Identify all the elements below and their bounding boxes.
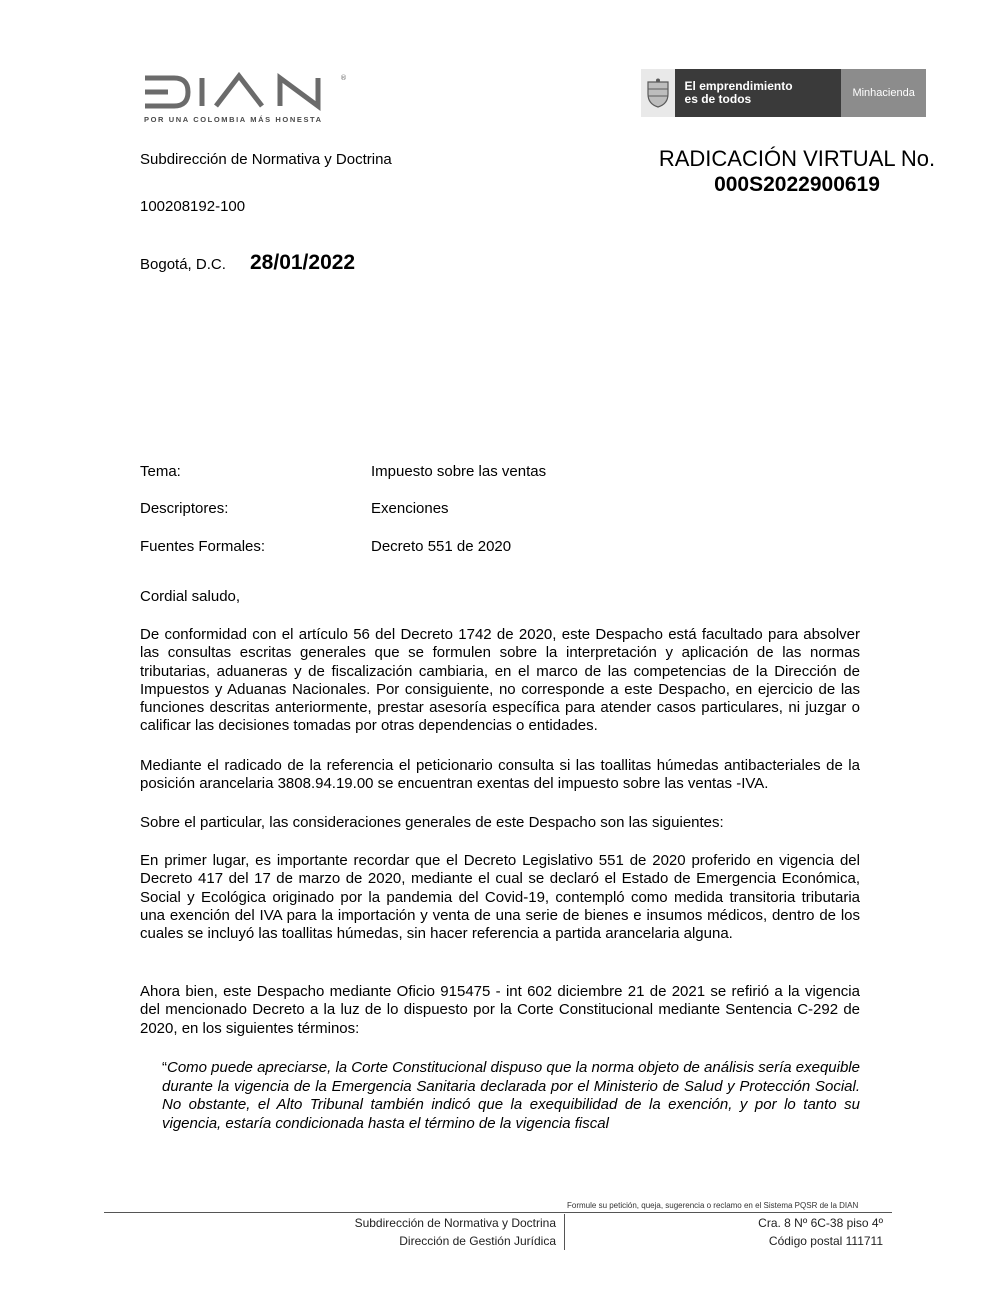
footer-office	[300, 1214, 556, 1250]
city: Bogotá, D.C.	[140, 256, 226, 273]
footer-address-line1: Cra. 8 Nº 6C-38 piso 4º	[758, 1216, 883, 1230]
footer-address	[700, 1214, 883, 1250]
paragraph-query: Mediante el radicado de la referencia el peticionario consulta si las toallitas húmedas antibacteriales de la posición arancelaria 3808.94.19.00 se encuentran exentas del impuesto sobre las ventas -IVA.	[140, 757, 860, 793]
paragraph-oficio: Ahora bien, este Despacho mediante Oficio 915475 - int 602 diciembre 21 de 2021 se refirió a la vigencia del mencionado Decreto a la luz de lo dispuesto por la Corte Constitucional mediante Sentencia C-292 de 2020, en los siguientes términos:	[140, 983, 860, 1037]
footer-pqsr-note: Formule su petición, queja, sugerencia o reclamo en el Sistema PQSR de la DIAN	[567, 1201, 859, 1210]
letter-date: 28/01/2022	[250, 251, 356, 274]
meta-label-descriptores: Descriptores:	[140, 500, 229, 517]
dian-tagline: POR UNA COLOMBIA MÁS HONESTA	[144, 115, 323, 124]
footer-office-line1: Subdirección de Normativa y Doctrina	[354, 1216, 556, 1230]
government-banner	[641, 69, 926, 117]
meta-label-tema: Tema:	[140, 463, 181, 480]
svg-text:®: ®	[340, 74, 347, 82]
quote-open-mark: “	[162, 1059, 167, 1076]
paragraph-competence: De conformidad con el artículo 56 del Decreto 1742 de 2020, este Despacho está facultado para absolver las consultas escritas generales que se formulen sobre la interpretación y aplicación de las normas tributarias, aduaneras y de fiscalización cambiaria, en el marco de las competencias de la Dirección de Impuestos y Aduanas Nacionales. Por consiguiente, no corresponde a este Despacho, en ejercicio de las funciones descritas anteriormente, prestar asesoría específica para atender casos particulares, ni juzgar o calificar las decisiones tomadas por otras dependencias o entidades.	[140, 626, 860, 735]
paragraph-decree-551: En primer lugar, es importante recordar que el Decreto Legislativo 551 de 2020 proferido en vigencia del Decreto 417 del 17 de marzo de 2020, mediante el cual se declaró el Estado de Emergencia Económica, Social y Ecológica originado por la pandemia del Covid-19, contempló como medida transitoria tributaria una exención del IVA para la importación y venta de una serie de bienes e insumos médicos, dentro de los cuales se incluyó las toallitas húmedas, sin hacer referencia a partida arancelaria alguna.	[140, 852, 860, 943]
paragraph-considerations: Sobre el particular, las consideraciones generales de este Despacho son las siguientes:	[140, 814, 724, 831]
dian-wordmark-icon	[140, 68, 355, 112]
reference-code: 100208192-100	[140, 198, 246, 215]
gov-slogan-block	[675, 69, 842, 117]
meta-value-fuentes: Decreto 551 de 2020	[371, 538, 512, 555]
radicado-number: 000S2022900619	[714, 173, 880, 196]
office-name: Subdirección de Normativa y Doctrina	[140, 151, 392, 168]
gov-slogan-line1: El emprendimiento	[684, 79, 793, 93]
quoted-text	[162, 1059, 860, 1133]
greeting: Cordial saludo,	[140, 588, 241, 605]
quote-body: Como puede apreciarse, la Corte Constitucional dispuso que la norma objeto de análisis sería exequible durante la vigencia de la Emergencia Sanitaria declarada por el Ministerio de Salud y Protección Social. No obstante, el Alto Tribunal también indicó que la exequibilidad de la exención, y por lo tanto su vigencia, estaría condicionada hasta el término de la vigencia fiscal	[162, 1059, 860, 1132]
meta-value-descriptores: Exenciones	[371, 500, 449, 517]
meta-label-fuentes: Fuentes Formales:	[140, 538, 266, 555]
footer-address-line2: Código postal 111711	[768, 1234, 883, 1248]
ministry-label: Minhacienda	[841, 69, 926, 117]
radicado-label: RADICACIÓN VIRTUAL No.	[658, 146, 936, 171]
gov-slogan-line2: es de todos	[684, 92, 752, 106]
footer-office-line2: Dirección de Gestión Jurídica	[399, 1234, 556, 1248]
footer-divider	[564, 1214, 565, 1250]
coat-of-arms-icon	[641, 69, 675, 117]
meta-value-tema: Impuesto sobre las ventas	[371, 463, 547, 480]
footer-rule	[104, 1212, 892, 1213]
